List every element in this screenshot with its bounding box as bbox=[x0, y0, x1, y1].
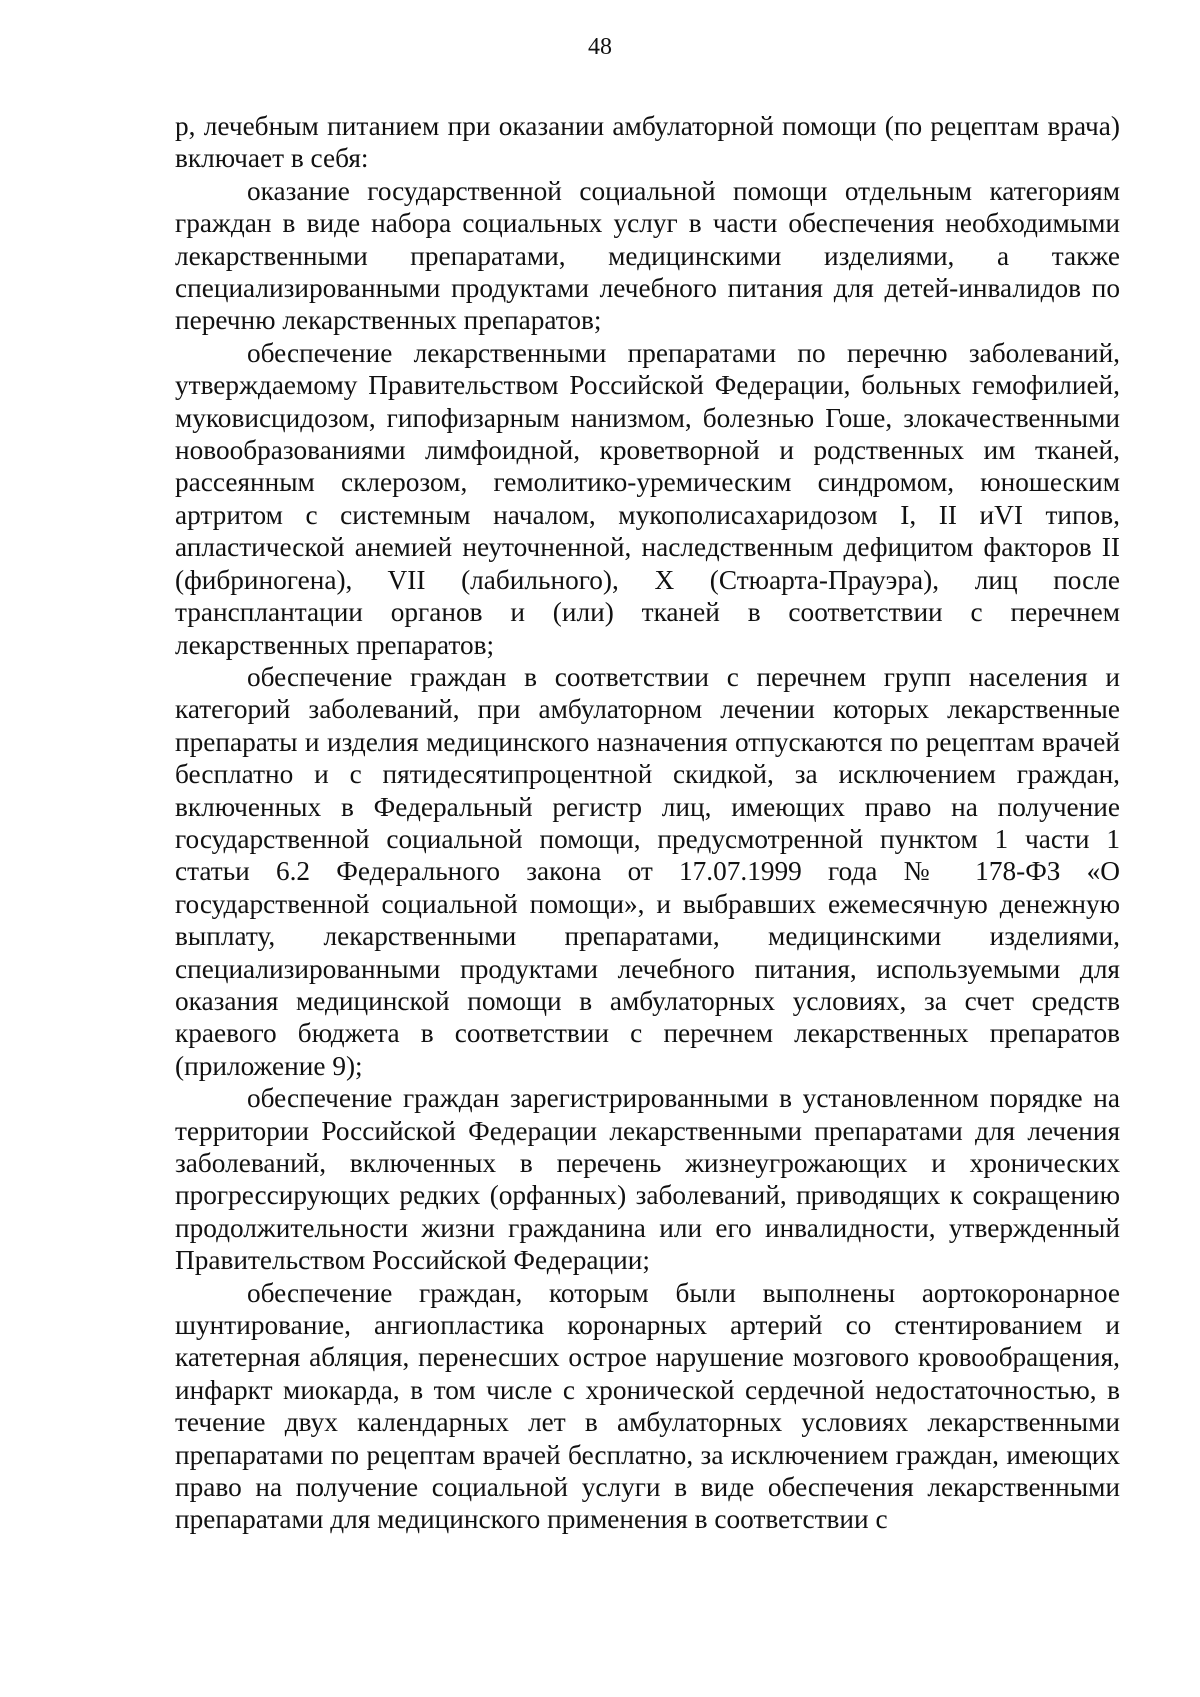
paragraph-disease-list: обеспечение лекарственными препаратами по перечню заболеваний, утверждаемому Правительством Российской Федерации, больных гемофилией, муковисцидозом, гипофизарным нанизмом, болезнью Гоше, злокачественными новообразованиями лимфоидной, кроветворной и родственных им тканей, рассеянным склерозом, гемолитико-уремическим синдромом, юношеским артритом с системным началом, мукополисахаридозом I, II иVI типов, апластической анемией неуточненной, наследственным дефицитом факторов II (фибриногена), VII (лабильного), X (Стюарта-Прауэра), лиц после трансплантации органов и (или) тканей в соответствии с перечнем лекарственных препаратов; bbox=[175, 337, 1120, 660]
paragraph-cardiac-patients: обеспечение граждан, которым были выполнены аортокоронарное шунтирование, ангиопластика коронарных артерий со стентированием и катетерная абляция, перенесших острое нарушение мозгового кровообращения, инфаркт миокарда, в том числе с хронической сердечной недостаточностью, в течение двух календарных лет в амбулаторных условиях лекарственными препаратами по рецептам врачей бесплатно, за исключением граждан, имеющих право на получение социальной услуги в виде обеспечения лекарственными препаратами для медицинского применения в соответствии с bbox=[175, 1277, 1120, 1535]
paragraph-orphan-diseases: обеспечение граждан зарегистрированными в установленном порядке на территории Российской Федерации лекарственными препаратами для лечения заболеваний, включенных в перечень жизнеугрожающих и хронических прогрессирующих редких (орфанных) заболеваний, приводящих к сокращению продолжительности жизни гражданина или его инвалидности, утвержденный Правительством Российской Федерации; bbox=[175, 1083, 1120, 1276]
paragraph-intro: р, лечебным питанием при оказании амбулаторной помощи (по рецептам врача) включает в себя: bbox=[175, 111, 1120, 174]
paragraph-population-groups: обеспечение граждан в соответствии с перечнем групп населения и категорий заболеваний, при амбулаторном лечении которых лекарственные препараты и изделия медицинского назначения отпускаются по рецептам врачей бесплатно и с пятидесятипроцентной скидкой, за исключением граждан, включенных в Федеральный регистр лиц, имеющих право на получение государственной социальной помощи, предусмотренной пунктом 1 части 1 статьи 6.2 Федерального закона от 17.07.1999 года № 178-ФЗ «О государственной социальной помощи», и выбравших ежемесячную денежную выплату, лекарственными препаратами, медицинскими изделиями, специализированными продуктами лечебного питания, используемыми для оказания медицинской помощи в амбулаторных условиях, за счет средств краевого бюджета в соответствии с перечнем лекарственных препаратов (приложение 9); bbox=[175, 661, 1120, 1081]
page-number: 48 bbox=[588, 34, 612, 60]
paragraph-social-services: оказание государственной социальной помощи отдельным категориям граждан в виде набора социальных услуг в части обеспечения необходимыми лекарственными препаратами, медицинскими изделиями, а также специализированными продуктами лечебного питания для детей-инвалидов по перечню лекарственных препаратов; bbox=[175, 175, 1120, 336]
document-body bbox=[175, 110, 1120, 1536]
